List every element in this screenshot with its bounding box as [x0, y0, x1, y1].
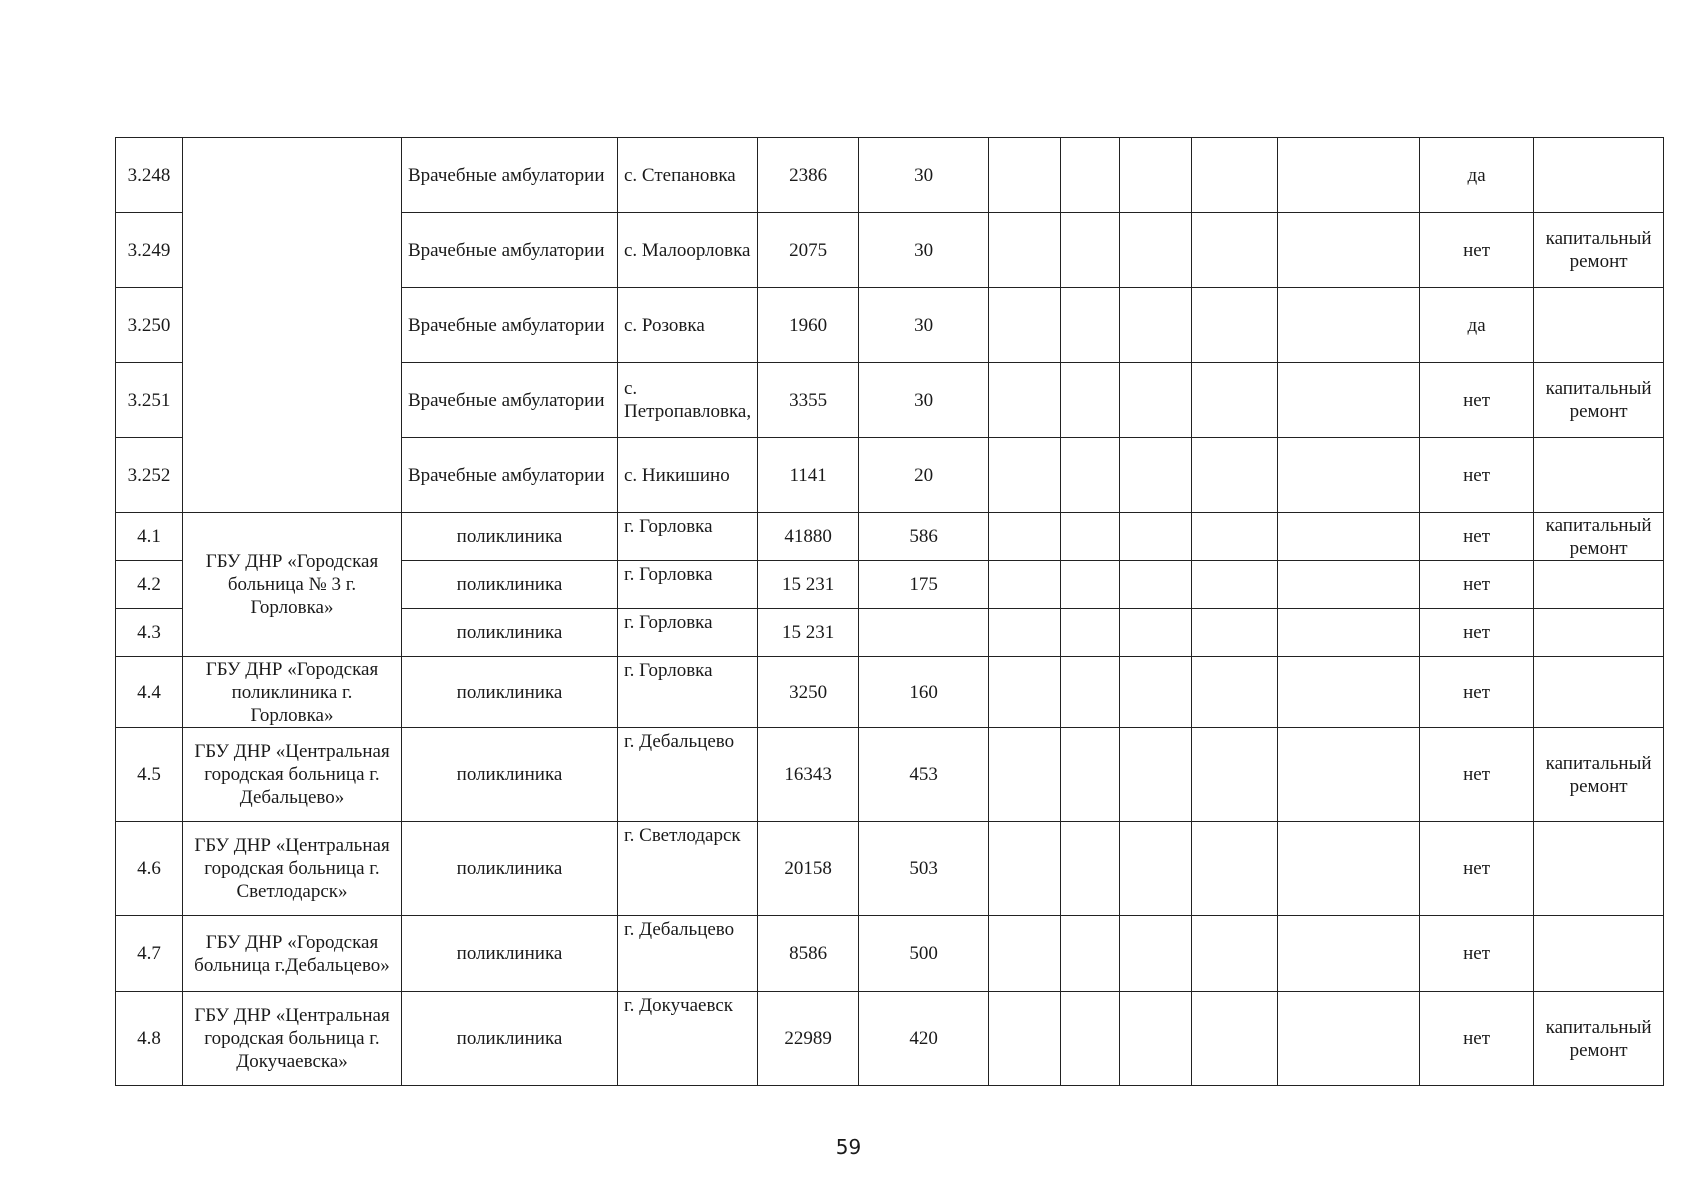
note	[1534, 657, 1664, 728]
value-1: 2386	[758, 138, 859, 213]
empty-cell	[1192, 728, 1278, 822]
facility-type: поликлиника	[402, 513, 618, 561]
note	[1534, 916, 1664, 992]
note	[1534, 609, 1664, 657]
empty-cell	[1278, 561, 1420, 609]
empty-cell	[1061, 213, 1120, 288]
empty-cell	[1278, 438, 1420, 513]
facility-type: Врачебные амбулатории	[402, 438, 618, 513]
value-2: 420	[859, 992, 989, 1086]
organization-name: ГБУ ДНР «Центральная городская больница г. Дебальцево»	[183, 728, 402, 822]
empty-cell	[989, 513, 1061, 561]
row-number: 4.6	[116, 822, 183, 916]
empty-cell	[1192, 363, 1278, 438]
empty-cell	[1061, 561, 1120, 609]
empty-cell	[989, 822, 1061, 916]
table-row	[116, 138, 1664, 213]
empty-cell	[989, 992, 1061, 1086]
empty-cell	[989, 916, 1061, 992]
flag: нет	[1420, 992, 1534, 1086]
flag: нет	[1420, 657, 1534, 728]
empty-cell	[1192, 916, 1278, 992]
empty-cell	[989, 657, 1061, 728]
location: г. Горловка	[618, 657, 758, 728]
row-number: 3.252	[116, 438, 183, 513]
empty-cell	[1061, 609, 1120, 657]
facility-type: поликлиника	[402, 992, 618, 1086]
empty-cell	[989, 138, 1061, 213]
empty-cell	[1120, 916, 1192, 992]
empty-cell	[1061, 657, 1120, 728]
empty-cell	[1278, 992, 1420, 1086]
empty-cell	[1120, 822, 1192, 916]
empty-cell	[989, 609, 1061, 657]
empty-cell	[1061, 513, 1120, 561]
empty-cell	[989, 561, 1061, 609]
empty-cell	[1120, 288, 1192, 363]
value-1: 3355	[758, 363, 859, 438]
empty-cell	[1278, 138, 1420, 213]
table-row	[116, 992, 1664, 1086]
organization-name: ГБУ ДНР «Городская больница г.Дебальцево»	[183, 916, 402, 992]
empty-cell	[1120, 561, 1192, 609]
empty-cell	[1278, 916, 1420, 992]
empty-cell	[1278, 213, 1420, 288]
flag: да	[1420, 288, 1534, 363]
location: г. Дебальцево	[618, 728, 758, 822]
empty-cell	[1061, 728, 1120, 822]
row-number: 4.1	[116, 513, 183, 561]
flag: нет	[1420, 438, 1534, 513]
value-2: 30	[859, 138, 989, 213]
location: г. Горловка	[618, 561, 758, 609]
location: г. Светлодарск	[618, 822, 758, 916]
empty-cell	[1120, 728, 1192, 822]
row-number: 4.7	[116, 916, 183, 992]
empty-cell	[1120, 138, 1192, 213]
row-number: 3.251	[116, 363, 183, 438]
location: с. Степановка	[618, 138, 758, 213]
table-row	[116, 657, 1664, 728]
empty-cell	[1120, 363, 1192, 438]
empty-cell	[1192, 138, 1278, 213]
value-2: 586	[859, 513, 989, 561]
value-2: 453	[859, 728, 989, 822]
value-2: 30	[859, 288, 989, 363]
value-1: 8586	[758, 916, 859, 992]
value-1: 20158	[758, 822, 859, 916]
location: г. Горловка	[618, 609, 758, 657]
organization-name: ГБУ ДНР «Городская поликлиника г. Горловка»	[183, 657, 402, 728]
page-number: 59	[835, 1135, 862, 1159]
row-number: 4.3	[116, 609, 183, 657]
organization-name: ГБУ ДНР «Городская больница № 3 г. Горловка»	[183, 513, 402, 657]
value-1: 15 231	[758, 609, 859, 657]
note	[1534, 822, 1664, 916]
empty-cell	[1278, 513, 1420, 561]
value-2: 20	[859, 438, 989, 513]
empty-cell	[1278, 822, 1420, 916]
empty-cell	[1278, 363, 1420, 438]
value-1: 1141	[758, 438, 859, 513]
facility-type: поликлиника	[402, 561, 618, 609]
empty-cell	[1278, 657, 1420, 728]
flag: нет	[1420, 363, 1534, 438]
empty-cell	[1061, 992, 1120, 1086]
location: с. Розовка	[618, 288, 758, 363]
empty-cell	[1061, 916, 1120, 992]
value-1: 1960	[758, 288, 859, 363]
table-row	[116, 822, 1664, 916]
empty-cell	[989, 288, 1061, 363]
value-2: 175	[859, 561, 989, 609]
empty-cell	[1192, 561, 1278, 609]
value-1: 22989	[758, 992, 859, 1086]
note: капитальный ремонт	[1534, 992, 1664, 1086]
note	[1534, 138, 1664, 213]
note	[1534, 288, 1664, 363]
flag: нет	[1420, 561, 1534, 609]
value-2: 30	[859, 213, 989, 288]
empty-cell	[1192, 609, 1278, 657]
empty-cell	[1120, 657, 1192, 728]
flag: нет	[1420, 609, 1534, 657]
facility-type: поликлиника	[402, 822, 618, 916]
row-number: 3.249	[116, 213, 183, 288]
empty-cell	[1061, 822, 1120, 916]
facility-type: Врачебные амбулатории	[402, 288, 618, 363]
empty-cell	[1192, 992, 1278, 1086]
empty-cell	[989, 363, 1061, 438]
empty-cell	[1192, 513, 1278, 561]
row-number: 4.4	[116, 657, 183, 728]
empty-cell	[1192, 822, 1278, 916]
organization-name: ГБУ ДНР «Центральная городская больница г. Светлодарск»	[183, 822, 402, 916]
value-2: 30	[859, 363, 989, 438]
empty-cell	[1278, 609, 1420, 657]
location: с. Никишино	[618, 438, 758, 513]
value-2: 500	[859, 916, 989, 992]
row-number: 4.2	[116, 561, 183, 609]
flag: нет	[1420, 822, 1534, 916]
row-number: 4.5	[116, 728, 183, 822]
empty-cell	[1192, 657, 1278, 728]
empty-cell	[1278, 288, 1420, 363]
note: капитальный ремонт	[1534, 213, 1664, 288]
facility-type: поликлиника	[402, 609, 618, 657]
value-1: 2075	[758, 213, 859, 288]
empty-cell	[1120, 213, 1192, 288]
empty-cell	[1120, 438, 1192, 513]
organization-name: ГБУ ДНР «Центральная городская больница г. Докучаевска»	[183, 992, 402, 1086]
facility-type: Врачебные амбулатории	[402, 138, 618, 213]
empty-cell	[1061, 363, 1120, 438]
facility-type: поликлиника	[402, 657, 618, 728]
value-2	[859, 609, 989, 657]
note	[1534, 561, 1664, 609]
empty-cell	[1061, 288, 1120, 363]
organization-cell	[183, 138, 402, 513]
empty-cell	[989, 438, 1061, 513]
value-1: 3250	[758, 657, 859, 728]
table-row	[116, 916, 1664, 992]
flag: нет	[1420, 916, 1534, 992]
facility-type: поликлиника	[402, 728, 618, 822]
flag: нет	[1420, 213, 1534, 288]
location: г. Дебальцево	[618, 916, 758, 992]
note	[1534, 438, 1664, 513]
value-2: 160	[859, 657, 989, 728]
row-number: 3.248	[116, 138, 183, 213]
value-1: 41880	[758, 513, 859, 561]
flag: нет	[1420, 728, 1534, 822]
empty-cell	[1120, 513, 1192, 561]
table-row	[116, 513, 1664, 561]
empty-cell	[1192, 438, 1278, 513]
flag: да	[1420, 138, 1534, 213]
empty-cell	[989, 213, 1061, 288]
value-1: 16343	[758, 728, 859, 822]
empty-cell	[1120, 992, 1192, 1086]
note: капитальный ремонт	[1534, 363, 1664, 438]
location: с. Петропавловка,	[618, 363, 758, 438]
row-number: 3.250	[116, 288, 183, 363]
empty-cell	[1061, 138, 1120, 213]
location: с. Малоорловка	[618, 213, 758, 288]
facility-type: Врачебные амбулатории	[402, 213, 618, 288]
empty-cell	[989, 728, 1061, 822]
facility-type: Врачебные амбулатории	[402, 363, 618, 438]
empty-cell	[1192, 213, 1278, 288]
note: капитальный ремонт	[1534, 513, 1664, 561]
empty-cell	[1192, 288, 1278, 363]
facilities-table	[115, 137, 1664, 1086]
empty-cell	[1278, 728, 1420, 822]
row-number: 4.8	[116, 992, 183, 1086]
empty-cell	[1120, 609, 1192, 657]
facility-type: поликлиника	[402, 916, 618, 992]
value-2: 503	[859, 822, 989, 916]
flag: нет	[1420, 513, 1534, 561]
empty-cell	[1061, 438, 1120, 513]
value-1: 15 231	[758, 561, 859, 609]
note: капитальный ремонт	[1534, 728, 1664, 822]
table-row	[116, 728, 1664, 822]
location: г. Горловка	[618, 513, 758, 561]
location: г. Докучаевск	[618, 992, 758, 1086]
